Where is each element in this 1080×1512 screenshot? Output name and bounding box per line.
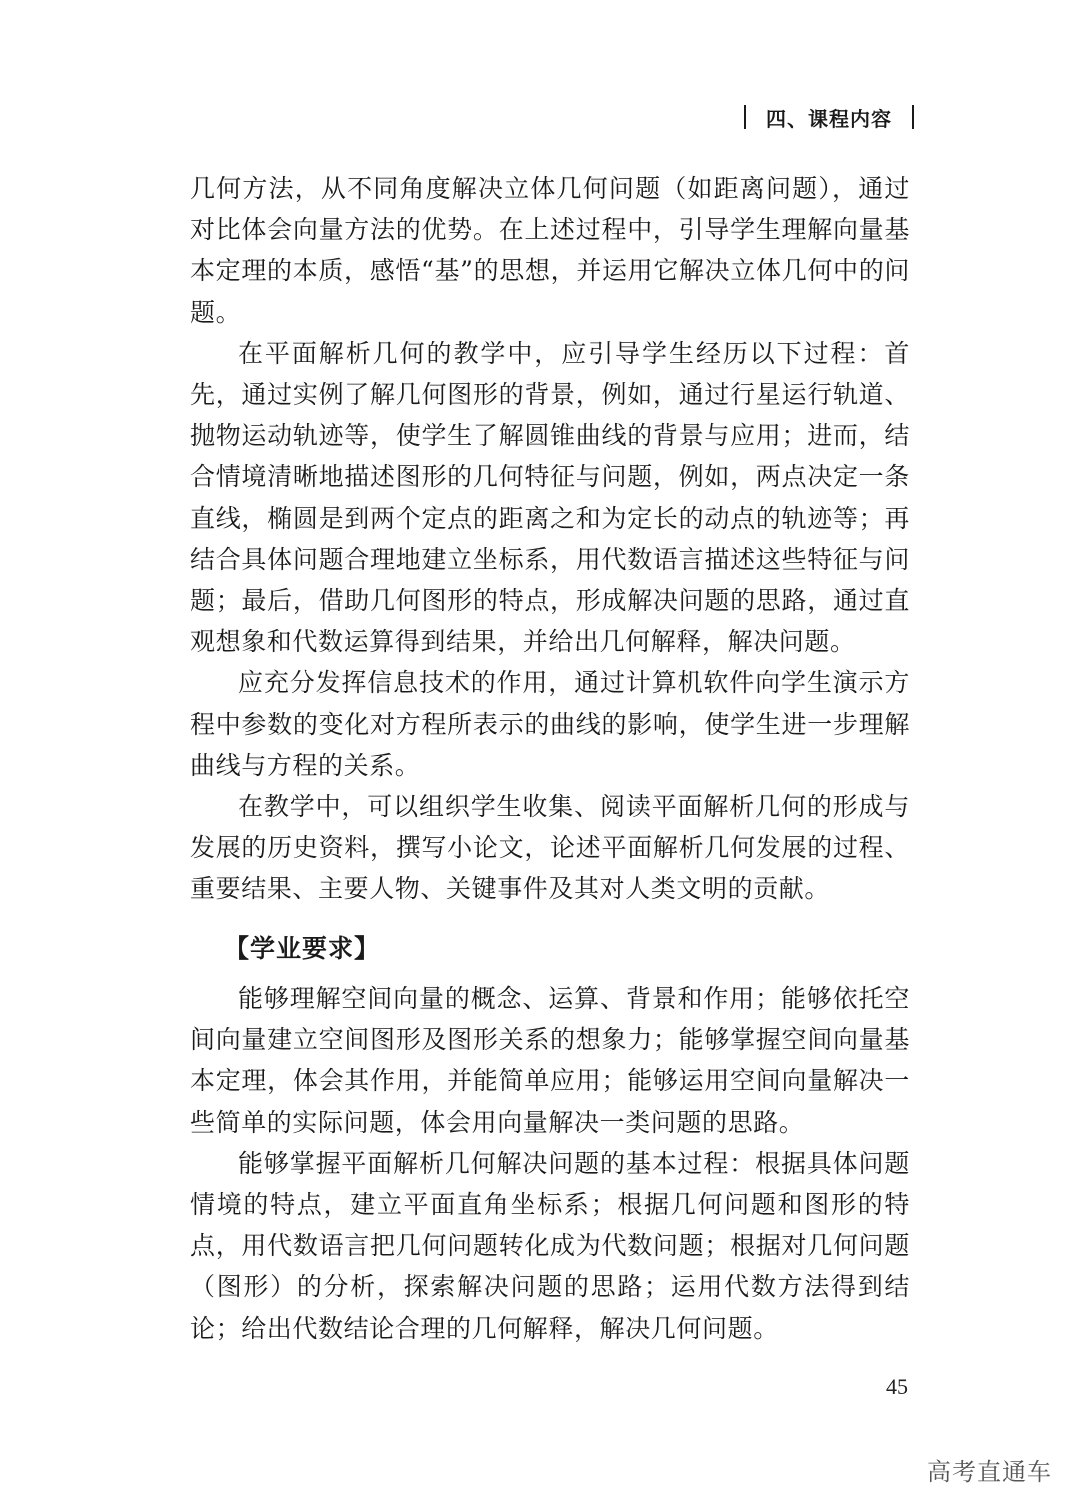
section-heading: 【学业要求】: [224, 934, 381, 963]
body-text-top: [190, 168, 910, 910]
body-text-bottom: [190, 978, 910, 1349]
header-right-rule: [912, 105, 914, 129]
paragraph: 能够掌握平面解析几何解决问题的基本过程：根据具体问题情境的特点，建立平面直角坐标系；根据几何问题和图形的特点，用代数语言把几何问题转化成为代数问题；根据对几何问题（图形）的分析，探索解决问题的思路；运用代数方法得到结论；给出代数结论合理的几何解释，解决几何问题。: [190, 1148, 910, 1343]
paragraph: 在平面解析几何的教学中，应引导学生经历以下过程：首先，通过实例了解几何图形的背景，例如，通过行星运行轨道、抛物运动轨迹等，使学生了解圆锥曲线的背景与应用；进而，结合情境清晰地描述图形的几何特征与问题，例如，两点决定一条直线，椭圆是到两个定点的距离之和为定长的动点的轨迹等；再结合具体问题合理地建立坐标系，用代数语言描述这些特征与问题；最后，借助几何图形的特点，形成解决问题的思路，通过直观想象和代数运算得到结果，并给出几何解释，解决问题。: [190, 338, 910, 657]
paragraph: 应充分发挥信息技术的作用，通过计算机软件向学生演示方程中参数的变化对方程所表示的曲线的影响，使学生进一步理解曲线与方程的关系。: [190, 668, 910, 780]
watermark-text: 高考直通车: [927, 1458, 1052, 1486]
running-header: [744, 100, 914, 134]
header-left-rule: [744, 105, 746, 129]
section-title: 四、课程内容: [766, 106, 892, 131]
paragraph: 能够理解空间向量的概念、运算、背景和作用；能够依托空间向量建立空间图形及图形关系的想象力；能够掌握空间向量基本定理，体会其作用，并能简单应用；能够运用空间向量解决一些简单的实际问题，体会用向量解决一类问题的思路。: [190, 984, 910, 1137]
paragraph: 在教学中，可以组织学生收集、阅读平面解析几何的形成与发展的历史资料，撰写小论文，论述平面解析几何发展的过程、重要结果、主要人物、关键事件及其对人类文明的贡献。: [190, 792, 910, 904]
page-number: 45: [886, 1374, 908, 1399]
paragraph: 几何方法，从不同角度解决立体几何问题（如距离问题），通过对比体会向量方法的优势。在上述过程中，引导学生理解向量基本定理的本质，感悟“基”的思想，并运用它解决立体几何中的问题。: [190, 174, 910, 327]
